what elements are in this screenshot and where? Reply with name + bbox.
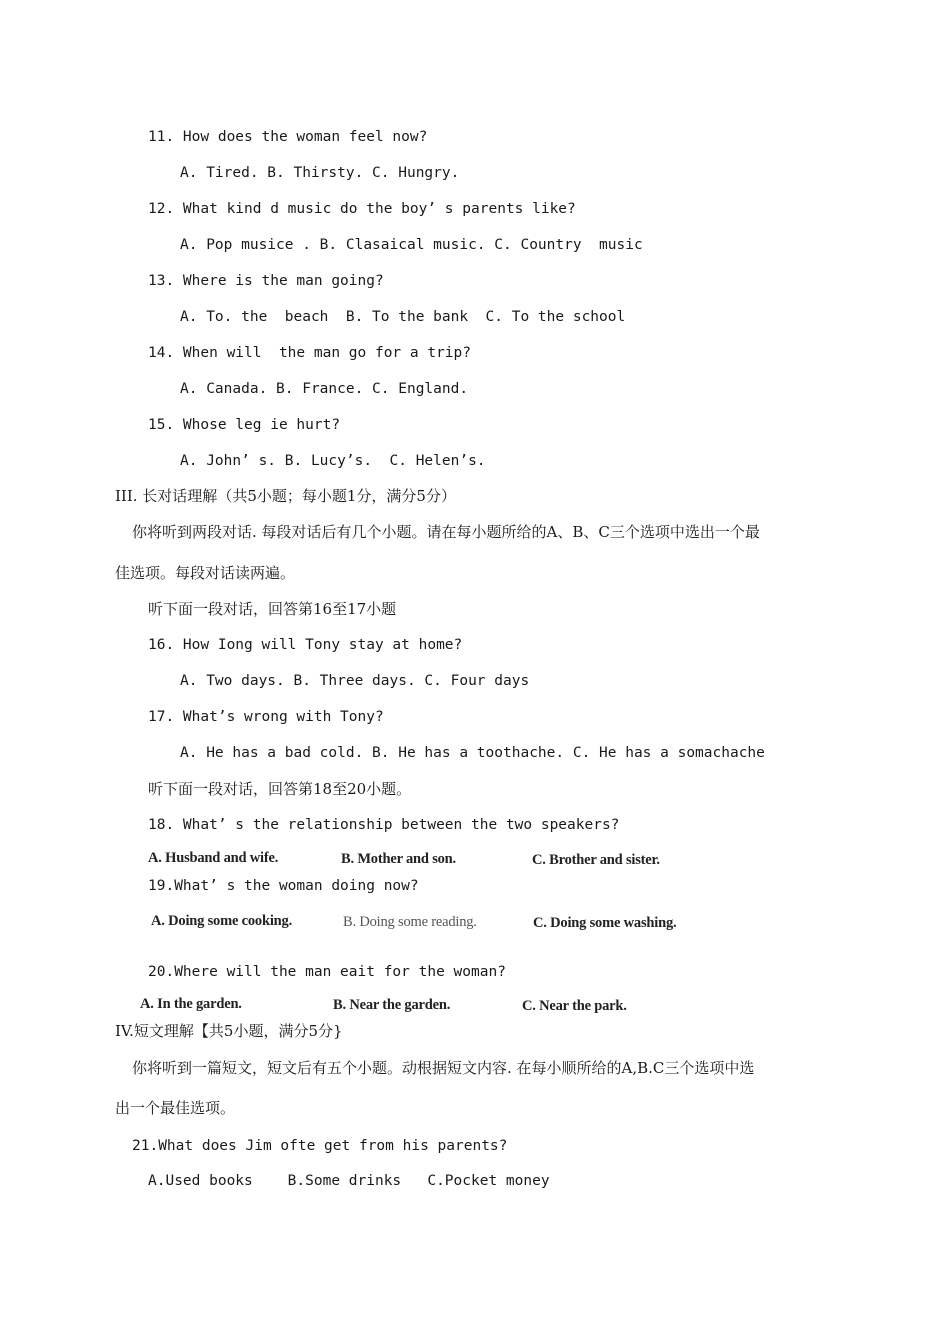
q19-option-c: C. Doing some washing. [533, 915, 677, 931]
q21-question: 21.What does Jim ofte get from his parents? [132, 1138, 508, 1154]
q11-options: A. Tired. B. Thirsty. C. Hungry. [180, 165, 460, 181]
q13-options: A. To. the beach B. To the bank C. To the school [180, 309, 626, 325]
q18-option-c: C. Brother and sister. [532, 852, 660, 868]
q15-question: 15. Whose leg ie hurt? [148, 417, 341, 433]
section-3-instruction-cont: 佳选项。每段对话读两遍。 [115, 564, 296, 582]
q18-question: 18. What’ s the relationship between the two speakers? [148, 817, 620, 833]
q20-option-a: A. In the garden. [140, 996, 242, 1012]
q20-option-b: B. Near the garden. [333, 997, 451, 1013]
q13-question: 13. Where is the man going? [148, 273, 384, 289]
q12-options: A. Pop musice . B. Clasaical music. C. Country music [180, 237, 643, 253]
dialog-1-heading: 听下面一段对话，回答第16至17小题 [148, 600, 397, 618]
section-3-instruction: 你将听到两段对话. 每段对话后有几个小题。请在每小题所给的A、B、C三个选项中选出一个最 [132, 523, 760, 541]
q20-option-c: C. Near the park. [522, 998, 627, 1014]
q19-question: 19.What’ s the woman doing now? [148, 878, 419, 894]
dialog-2-heading: 听下面一段对话，回答第18至20小题。 [148, 780, 412, 798]
q20-question: 20.Where will the man eait for the woman? [148, 964, 506, 980]
q18-option-a: A. Husband and wife. [148, 850, 279, 866]
q16-question: 16. How Iong will Tony stay at home? [148, 637, 463, 653]
q16-options: A. Two days. B. Three days. C. Four days [180, 673, 530, 689]
section-3-title: III. 长对话理解（共5小题；每小题1分，满分5分） [115, 487, 456, 505]
q15-options: A. John’ s. B. Lucy’s. C. Helen’s. [180, 453, 486, 469]
q14-question: 14. When will the man go for a trip? [148, 345, 472, 361]
q21-options: A.Used books B.Some drinks C.Pocket money [148, 1173, 550, 1189]
q17-question: 17. What’s wrong with Tony? [148, 709, 384, 725]
section-4-title: IV.短文理解【共5小题，满分5分} [115, 1022, 343, 1040]
q17-options: A. He has a bad cold. B. He has a toothache. C. He has a somachache [180, 745, 765, 761]
q18-option-b: B. Mother and son. [341, 851, 456, 867]
section-4-instruction-cont: 出一个最佳选项。 [115, 1099, 236, 1117]
q19-option-b: B. Doing some reading. [343, 914, 477, 930]
q12-question: 12. What kind d music do the boy’ s parents like? [148, 201, 576, 217]
q14-options: A. Canada. B. France. C. England. [180, 381, 469, 397]
q19-option-a: A. Doing some cooking. [151, 913, 293, 929]
q11-question: 11. How does the woman feel now? [148, 129, 428, 145]
section-4-instruction: 你将听到一篇短文，短文后有五个小题。动根据短文内容. 在每小顺所给的A,B.C三个选项中选 [132, 1059, 755, 1077]
